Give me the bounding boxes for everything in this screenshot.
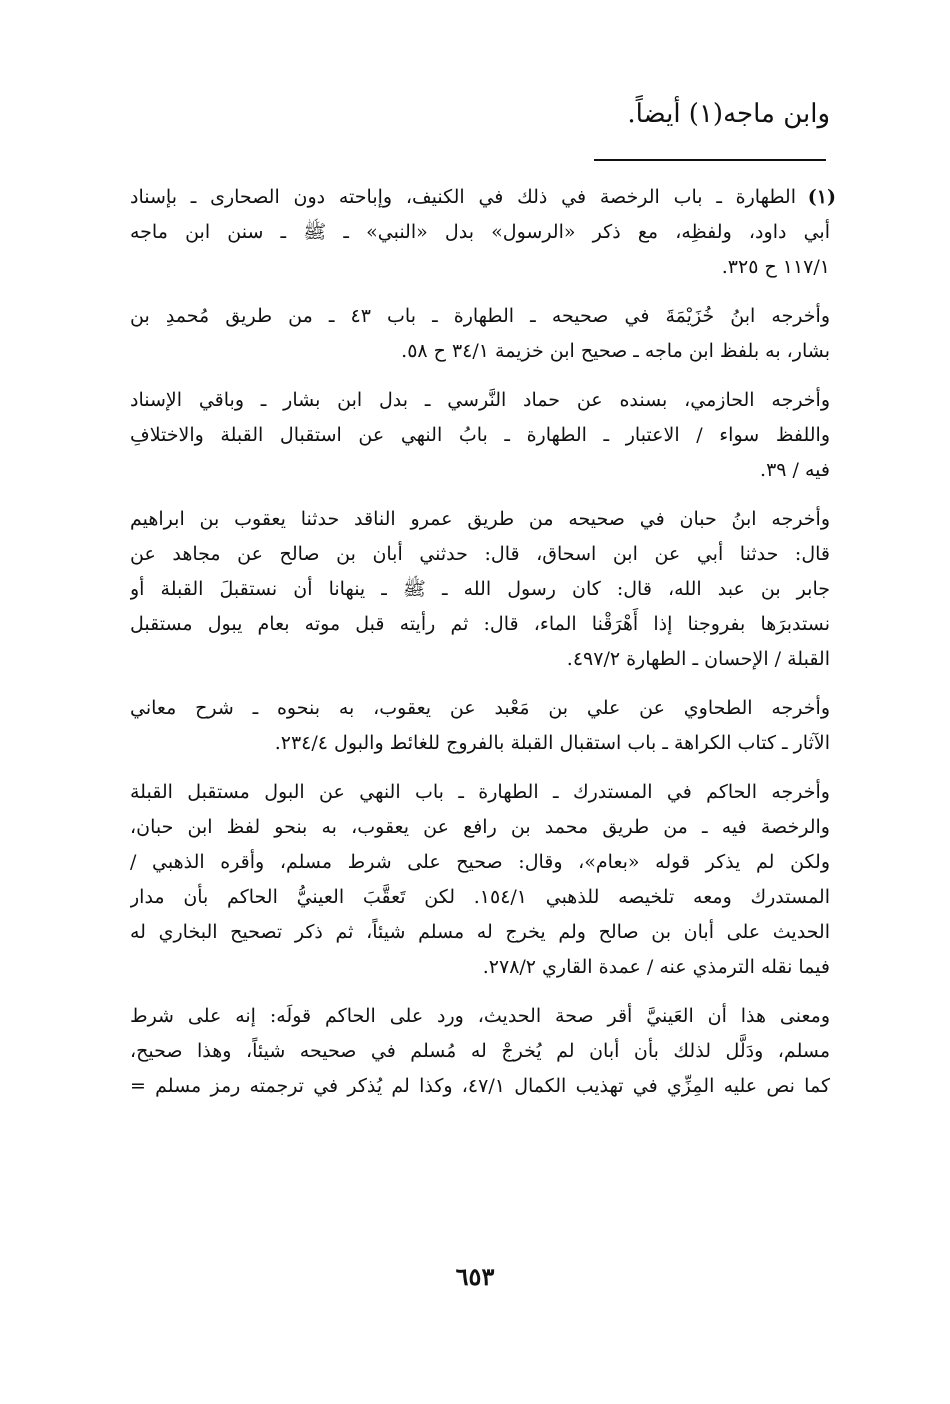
footnote-paragraph-ibn-khuzayma — [130, 299, 830, 369]
footnote-marker: (١) — [807, 186, 836, 208]
footnote-line: ولكن لم يذكر قوله «بعام»، وقال: صحيح على شرط مسلم، وأقره الذهبي / — [130, 851, 830, 873]
footnote-line: والرخصة فيه ـ من طريق محمد بن رافع عن يعقوب، به بنحو لفظ ابن حبان، — [130, 816, 830, 838]
page-number: ٦٥٣ — [455, 1262, 495, 1291]
footnote-line: الحديث على أبان بن صالح ولم يخرج له مسلم شيئاً، ثم ذكر تصحيح البخاري له — [130, 921, 830, 943]
footnote-line: فيما نقله الترمذي عنه / عمدة القاري ٢٧٨/٢. — [482, 956, 830, 978]
footnote-line: الآثار ـ كتاب الكراهة ـ باب استقبال القبلة بالفروج للغائط والبول ٢٣٤/٤. — [274, 732, 830, 754]
footnote-line: أبي داود، ولفظِه، مع ذكر «الرسول» بدل «النبي» ـ ﷺ ـ سنن ابن ماجه — [130, 221, 830, 243]
main-text: وابن ماجه(١) أيضاً. — [627, 99, 830, 129]
footnote-paragraph-hazimi — [130, 383, 830, 488]
footnote-paragraph-tahawi — [130, 691, 830, 761]
footnote-line: فيه / ٣٩. — [760, 459, 830, 481]
footnote-line: جابر بن عبد الله، قال: كان رسول الله ـ ﷺ ـ ينهانا أن نستقبلَ القبلة أو — [130, 578, 830, 600]
footnote-line: مسلم، ودَلَّل لذلك بأن أبان لم يُخرجْ له مُسلم في صحيحه شيئاً، وهذا صحيح، — [130, 1040, 830, 1062]
footnote-line: وأخرجه الحاكم في المستدرك ـ الطهارة ـ باب النهي عن البول مستقبل القبلة — [130, 781, 830, 803]
footnote-line: وأخرجه الطحاوي عن علي بن مَعْبد عن يعقوب، به بنحوه ـ شرح معاني — [130, 697, 830, 719]
footnote-line: ومعنى هذا أن العَينيَّ أقر صحة الحديث، ورد على الحاكم قولَه: إنه على شرط — [130, 1005, 830, 1027]
footnote-1 — [130, 180, 836, 285]
footnote-divider — [594, 159, 826, 161]
footnote-paragraph-hakim — [130, 775, 830, 985]
footnote-line: وأخرجه الحازمي، بسنده عن حماد النَّرسي ـ بدل ابن بشار ـ وباقي الإسناد — [130, 389, 830, 411]
footnote-line: بشار، به بلفظ ابن ماجه ـ صحيح ابن خزيمة ٣٤/١ ح ٥٨. — [401, 340, 830, 362]
footnote-line: نستدبرَها بفروجنا إذا أَهْرَقْنا الماء، قال: ثم رأيته قبل موته بعام يبول مستقبل — [130, 613, 830, 635]
footnote-line: الطهارة ـ باب الرخصة في ذلك في الكنيف، وإباحته دون الصحارى ـ بإسناد — [130, 186, 796, 208]
footnote-line: وأخرجه ابنُ خُزَيْمَةَ في صحيحه ـ الطهارة ـ باب ٤٣ ـ من طريق مُحمدِ بن — [130, 305, 830, 327]
footnote-paragraph-ibn-hibban — [130, 502, 830, 677]
footnote-line: ١١٧/١ ح ٣٢٥. — [721, 256, 830, 278]
footnotes — [130, 180, 836, 1118]
footnote-line: قال: حدثنا أبي عن ابن اسحاق، قال: حدثني أبان بن صالح عن مجاهد عن — [130, 543, 830, 565]
footnote-paragraph-ayni — [130, 999, 830, 1104]
footnote-line: كما نص عليه المِزِّي في تهذيب الكمال ٤٧/١، وكذا لم يُذكر في ترجمته رمز مسلم = — [130, 1075, 830, 1097]
footnote-line: المستدرك ومعه تلخيصه للذهبي ١٥٤/١. لكن تَعقَّبَ العينيُّ الحاكم بأن مدار — [130, 886, 830, 908]
footnote-line: واللفظ سواء / الاعتبار ـ الطهارة ـ بابُ النهي عن استقبال القبلة والاختلافِ — [130, 424, 830, 446]
footnote-line: القبلة / الإحسان ـ الطهارة ٤٩٧/٢. — [566, 648, 830, 670]
footnote-line: وأخرجه ابنُ حبان في صحيحه من طريق عمرو الناقد حدثنا يعقوب بن ابراهيم — [130, 508, 830, 530]
